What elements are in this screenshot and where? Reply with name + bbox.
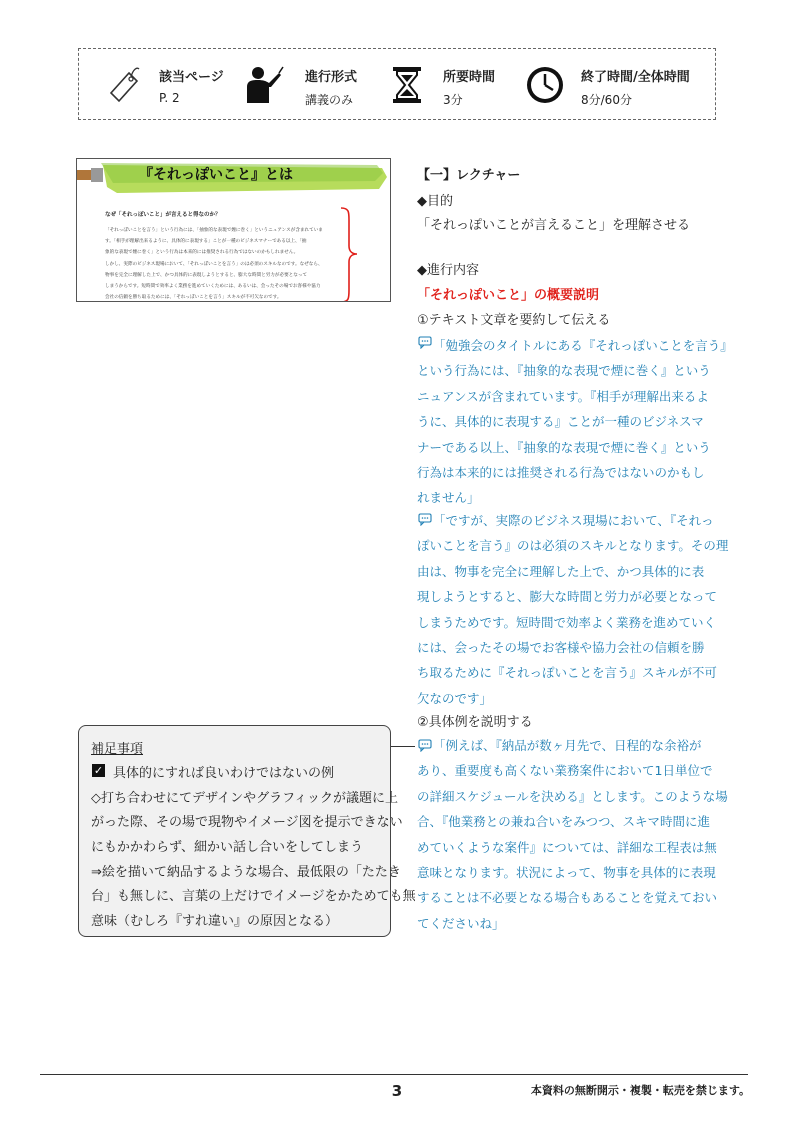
- speech-line: 由は、物事を完全に理解した上で、かつ具体的に表: [417, 563, 705, 579]
- speech-block-3: [417, 733, 737, 936]
- tag-icon: [103, 63, 147, 107]
- thumbnail-line: 物事を完全に理解した上で、かつ具体的に表現しようとすると、膨大な時間と労力が必要となって: [105, 273, 308, 278]
- speech-line: れません」: [417, 490, 480, 506]
- purpose-heading: ◆目的: [417, 194, 453, 209]
- speech-line: うに、具体的に表現する』ことが一種のビジネスマ: [417, 414, 704, 430]
- speech-line: 行為は本来的には推奨される行為ではないのかもし: [417, 465, 705, 481]
- speech-line: の詳細スケジュールを決める』とします。このような場: [417, 788, 728, 804]
- header-title: 進行形式: [305, 70, 358, 85]
- note-title: 補足事項: [91, 742, 144, 757]
- note-line: にもかかわらず、細かい話し合いをしてしまう: [91, 840, 363, 855]
- speech-line: ぽいことを言う』のは必須のスキルとなります。その理: [417, 538, 729, 554]
- section-title: 【一】レクチャー: [417, 168, 521, 183]
- speech-line: 「ですが、実際のビジネス現場において、『それっ: [433, 513, 714, 528]
- clock-icon: [523, 63, 567, 107]
- speech-block-1: [417, 333, 737, 511]
- footer-divider: [40, 1074, 748, 1075]
- speech-line: ニュアンスが含まれています。『相手が理解出来るよ: [417, 388, 709, 404]
- hourglass-icon: [385, 63, 429, 107]
- note-check-item: 具体的にすれば良いわけではないの例: [113, 766, 335, 781]
- note-line: がった際、その場で現物やイメージ図を提示できない: [91, 815, 403, 830]
- speech-line: には、会ったその場でお客様や協力会社の信頼を勝: [417, 640, 705, 656]
- speech-line: てくださいね」: [417, 915, 505, 931]
- red-bracket: [335, 204, 365, 302]
- header-value: 3分: [443, 93, 463, 107]
- header-title: 該当ページ: [159, 70, 224, 85]
- speech-line: 「勉強会のタイトルにある『それっぽいことを言う』: [433, 338, 733, 353]
- content-heading: ◆進行内容: [417, 263, 479, 278]
- speech-line: という行為には、『抽象的な表現で煙に巻く』という: [417, 363, 711, 379]
- thumbnail-line: 会社の信頼を勝ち取るためには、「それっぽいことを言う」スキルが不可欠なのです。: [105, 295, 282, 300]
- header-value: 8分/60分: [581, 93, 632, 107]
- thumbnail-line: しかし、実際のビジネス現場において、「それっぽいことを言う」のは必須のスキルなのです。なぜなら、: [105, 262, 323, 267]
- speech-line: 合、『他業務との兼ね合いをみつつ、スキマ時間に進: [417, 814, 711, 830]
- speech-line: 現しようとすると、膨大な時間と労力が必要となって: [417, 589, 718, 605]
- speech-line: しまうためです。短時間で効率よく業務を進めていく: [417, 614, 717, 630]
- note-line: ⇒絵を描いて納品するような場合、最低限の「たたき: [91, 865, 401, 880]
- supplement-note-box: [78, 725, 416, 937]
- note-connector: [391, 746, 415, 747]
- speech-line: 意味となります。状況によって、物事を具体的に表現: [417, 865, 716, 881]
- thumbnail-line: 象的な表現で煙に巻く」という行為は本来的には推奨される行為ではないのかもしれません。: [105, 250, 299, 255]
- checkbox-icon: ✓: [93, 764, 104, 777]
- speech-line: めていくような案件』については、詳細な工程表は無: [417, 839, 717, 855]
- speech-line: ち取るために『それっぽいことを言う』スキルが不可: [417, 665, 717, 681]
- speech-line: あり、重要度も高くない業務案件において1日単位で: [417, 763, 713, 779]
- thumbnail-line: 「それっぽいことを言う」という行為には、「抽象的な表現で煙に巻く」というニュアンスが含まれていま: [105, 228, 323, 233]
- lecturer-icon: [241, 63, 285, 107]
- speech-line: 欠なのです」: [417, 690, 493, 706]
- thumbnail-paragraph-2: [105, 259, 345, 302]
- speech-line: することは不必要となる場合もあることを覚えておい: [417, 890, 718, 906]
- header-box: [78, 48, 716, 120]
- step-1: ①テキスト文章を要約して伝える: [417, 313, 611, 328]
- header-value: 講義のみ: [305, 93, 354, 107]
- speech-line: ナーである以上、『抽象的な表現で煙に巻く』という: [417, 439, 711, 455]
- thumbnail-title: 『それっぽいこと』とは: [139, 167, 293, 183]
- thumbnail-question: なぜ「それっぽいこと」が言えると得なのか？: [105, 212, 221, 218]
- thumbnail-line: しまうからです。短時間で効率よく業務を進めていくためには、あるいは、会ったその場でお客様や協力: [105, 284, 321, 289]
- thumbnail-line: す。「相手が理解出来るように、具体的に表現する」ことが一種のビジネスマナーである以上、「抽: [105, 239, 307, 244]
- note-line: 台」も無しに、言葉の上だけでイメージをかためても無: [91, 889, 416, 904]
- note-line: 意味（むしろ『すれ違い』の原因となる）: [91, 914, 339, 929]
- purpose-text: 「それっぽいことが言えること」を理解させる: [417, 218, 691, 233]
- step-2: ②具体例を説明する: [417, 715, 533, 730]
- page-thumbnail: [76, 158, 391, 302]
- header-value: P. 2: [159, 91, 180, 105]
- page-number: 3: [391, 1082, 403, 1100]
- note-line: ◇打ち合わせにてデザインやグラフィックが議題に上: [91, 791, 399, 806]
- content-subtitle: 「それっぽいこと」の概要説明: [417, 288, 600, 303]
- speech-line: 「例えば、『納品が数ヶ月先で、日程的な余裕が: [433, 738, 702, 753]
- header-title: 終了時間/全体時間: [581, 70, 690, 85]
- speech-block-2: [417, 508, 737, 711]
- header-title: 所要時間: [443, 70, 496, 85]
- thumbnail-paragraph-1: [105, 225, 345, 258]
- copyright-notice: 本資料の無断開示・複製・転売を禁じます。: [530, 1084, 750, 1097]
